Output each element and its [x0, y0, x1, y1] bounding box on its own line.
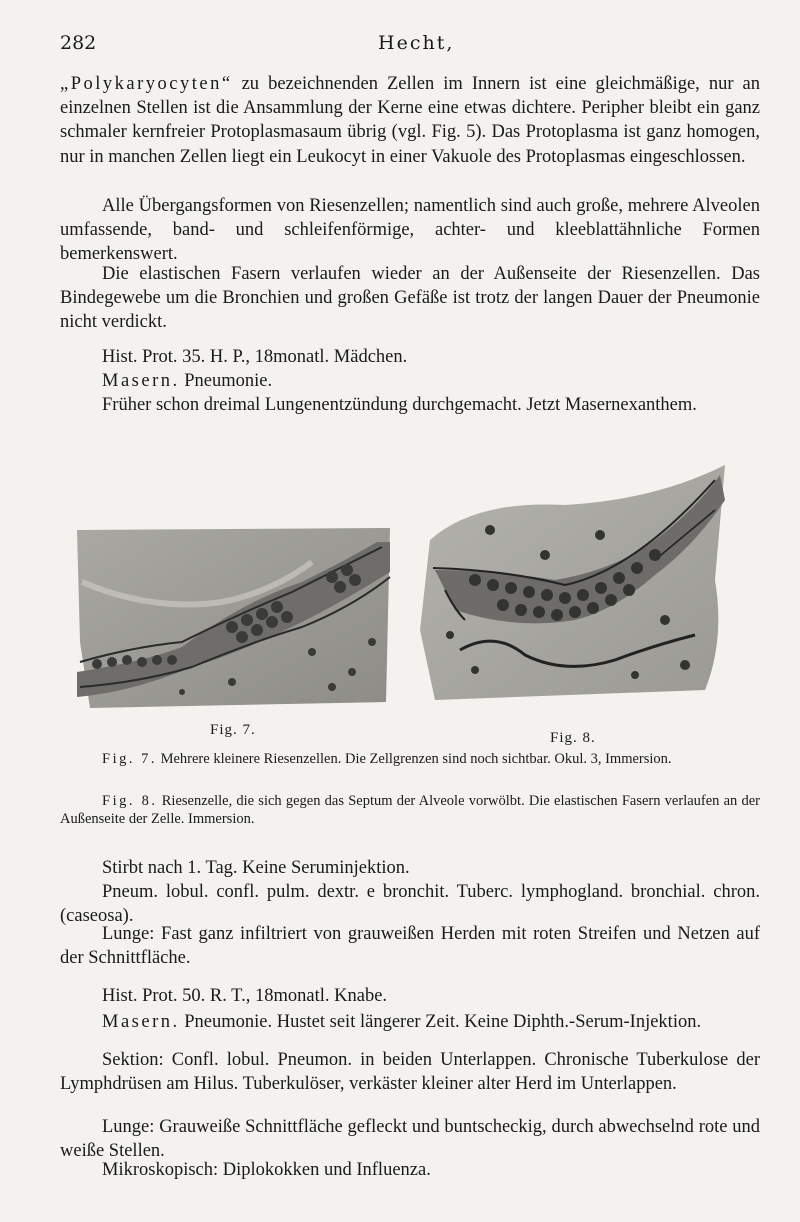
case-50-lunge: Lunge: Grauweiße Schnittfläche gefleckt und buntscheckig, durch abwechselnd rote und weiße Stellen. [60, 1117, 760, 1162]
fig-7-label: Fig. 7. [210, 722, 256, 738]
fig-8-caption-lead: Fig. 8. [102, 793, 158, 809]
masern-term: Masern. [102, 371, 180, 392]
case-35-line-1: Hist. Prot. 35. H. P., 18monatl. Mädchen. [102, 347, 408, 367]
case-35-diagnosis: Pneumonie. [184, 371, 273, 392]
fig-8-illustration [415, 460, 735, 710]
case-35-course [60, 856, 760, 880]
polykaryocyten-term: „Polykaryocyten“ [60, 74, 233, 94]
case-50-line-2 [60, 1010, 760, 1034]
paragraph-2: Alle Übergangsformen von Riesenzellen; namentlich sind auch große, mehrere Alveolen umfassende, band- und schleifenförmige, achter- und kleeblattähnliche Formen bemerkenswert. [60, 196, 760, 265]
case-50-diagnosis: Pneumonie. Hustet seit längerer Zeit. Keine Diphth.-Serum-Injektion. [184, 1012, 702, 1032]
fig-7-caption-lead: Fig. 7. [102, 751, 157, 767]
page-header [60, 32, 760, 60]
case-35-death: Stirbt nach 1. Tag. Keine Seruminjektion. [102, 858, 410, 878]
case-35-header [60, 345, 760, 393]
fig-8-caption [60, 792, 760, 828]
fig-8-label: Fig. 8. [550, 730, 596, 746]
case-35-diagnosis-latin: Pneum. lobul. confl. pulm. dextr. e bronchit. Tuberc. lymphogland. bronchial. chron. (caseosa). [60, 882, 760, 927]
paragraph-3: Die elastischen Fasern verlaufen wieder an der Außenseite der Riesenzellen. Das Bindegewebe um die Bronchien und großen Gefäße ist trotz der langen Dauer der Pneumonie nicht verdickt. [60, 264, 760, 333]
fig-7-caption-text: Mehrere kleinere Riesenzellen. Die Zellgrenzen sind noch sichtbar. Okul. 3, Immersion. [160, 751, 672, 767]
running-title: Hecht, [378, 32, 455, 54]
page-number: 282 [60, 32, 97, 54]
paragraph-1-text: zu bezeichnenden Zellen im Innern ist eine gleichmäßige, nur an einzelnen Stellen ist die Ansammlung der Kerne eine etwas dichtere. Peripher bleibt ein ganz schmaler kernfreier Protoplasmasaum übrig (vgl. Fig. 5). Das Protoplasma ist ganz homogen, nur in manchen Zellen liegt ein Leukocyt in einer Vakuole des Protoplasmas eingeschlossen. [60, 74, 760, 167]
case-35-lunge: Lunge: Fast ganz infiltriert von grauweißen Herden mit roten Streifen und Netzen auf der Schnittfläche. [60, 924, 760, 969]
fig-8-caption-text: Riesenzelle, die sich gegen das Septum der Alveole vorwölbt. Die elastischen Fasern verlaufen an der Außenseite der Zelle. Immersion. [60, 793, 761, 827]
case-50-masern-term: Masern. [102, 1012, 180, 1032]
case-50-mikroskopisch: Mikroskopisch: Diplokokken und Influenza. [102, 1160, 431, 1180]
case-50-line-1: Hist. Prot. 50. R. T., 18monatl. Knabe. [102, 986, 388, 1006]
case-50-sektion: Sektion: Confl. lobul. Pneumon. in beiden Unterlappen. Chronische Tuberkulose der Lymphdrüsen am Hilus. Tuberkulöser, verkäster kleiner alter Herd im Unterlappen. [60, 1050, 760, 1095]
case-35-line-2 [102, 369, 760, 393]
fig-7-caption [60, 750, 760, 768]
case-35-history: Früher schon dreimal Lungenentzündung durchgemacht. Jetzt Masernexanthem. [102, 395, 697, 415]
paragraph-1 [60, 72, 760, 169]
fig-7-illustration [72, 522, 392, 712]
